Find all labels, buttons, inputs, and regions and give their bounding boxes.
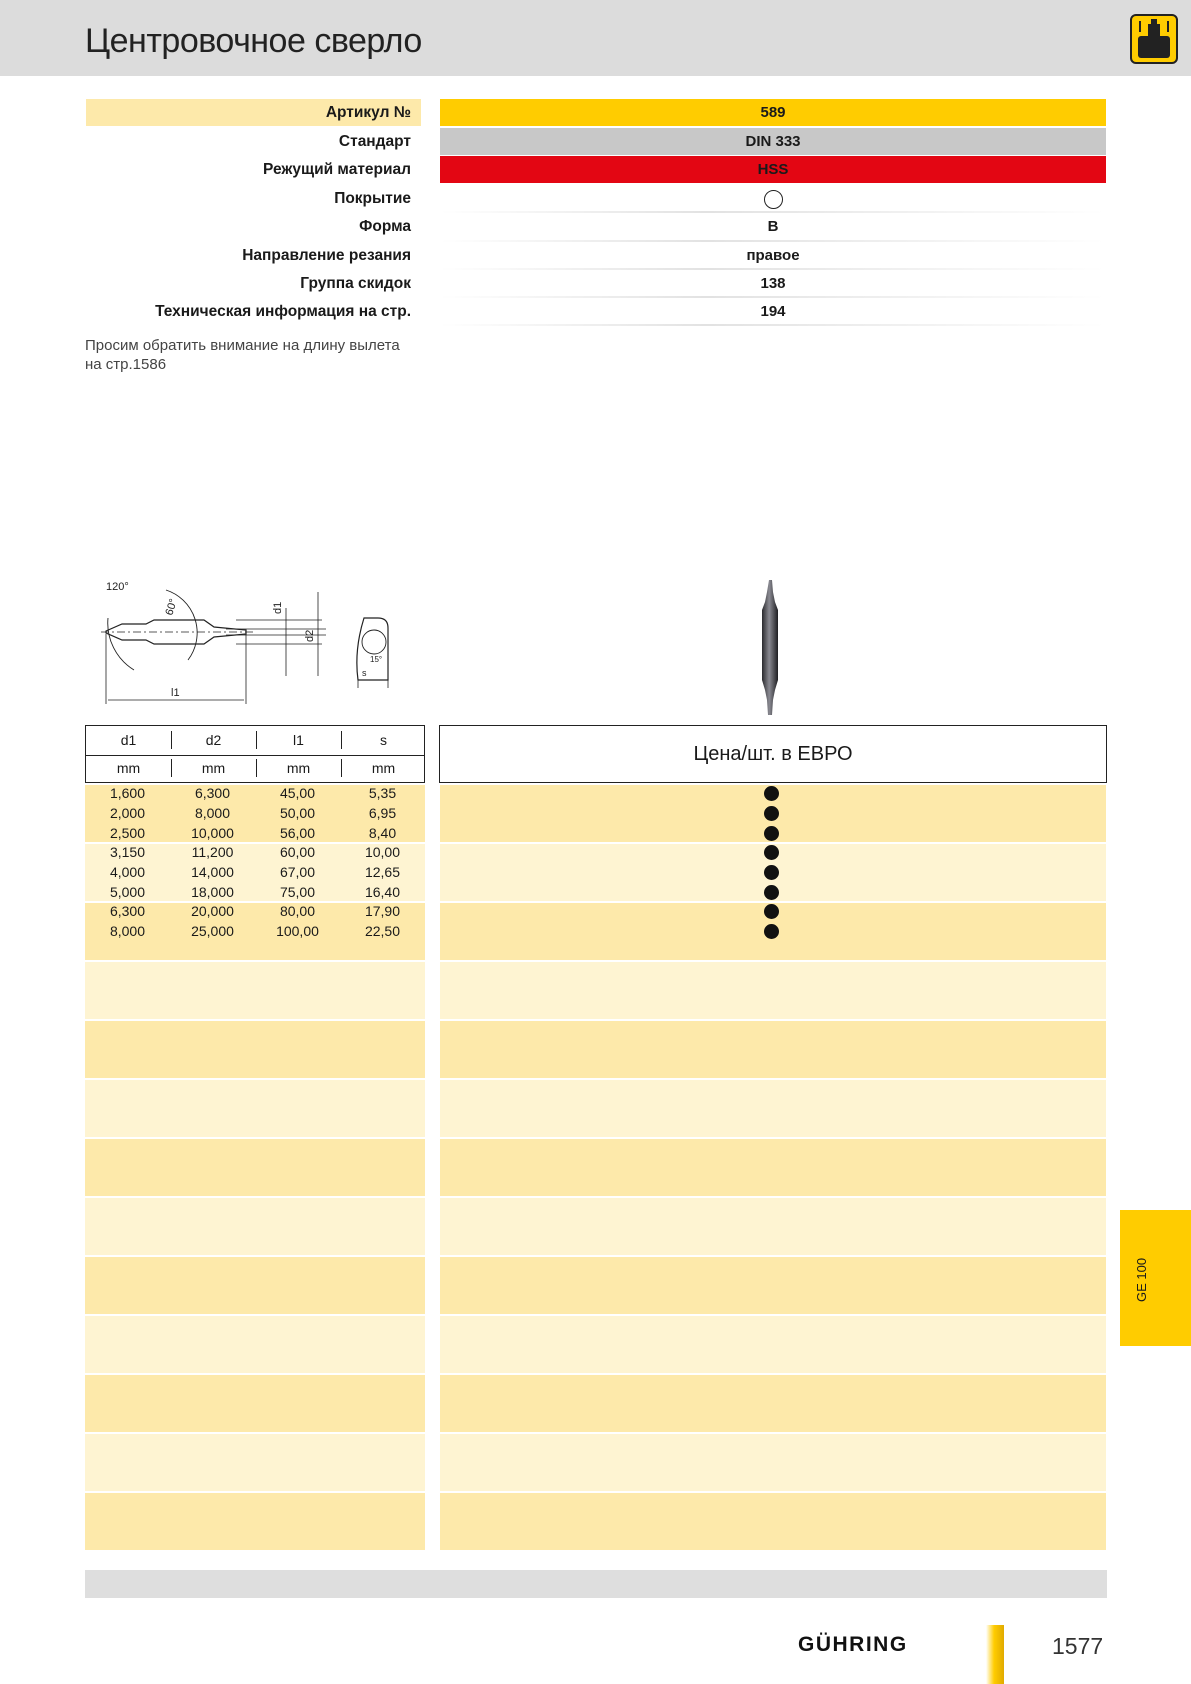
cell-s: 16,40: [364, 884, 401, 900]
column-separator: [171, 731, 172, 749]
spec-value-form: B: [767, 218, 779, 235]
cell-d1: 2,000: [109, 805, 146, 821]
spec-value-discount-group: 138: [760, 275, 786, 292]
technical-drawing: [96, 578, 406, 713]
table-band: [85, 1493, 425, 1550]
cell-d2: 10,000: [191, 825, 234, 841]
spec-label-article: Артикул №: [86, 99, 421, 126]
filled-circle-icon: [764, 845, 779, 860]
table-band: [440, 1080, 1106, 1137]
cell-s: 10,00: [364, 844, 401, 860]
column-header-l1: l1: [293, 732, 304, 748]
page-number: 1577: [1052, 1633, 1104, 1659]
table-row: [85, 921, 425, 941]
cell-l1: 56,00: [279, 825, 316, 841]
column-separator: [341, 731, 342, 749]
table-band: [440, 1316, 1106, 1373]
cell-s: 5,35: [368, 785, 397, 801]
filled-circle-icon: [764, 904, 779, 919]
column-separator: [171, 759, 172, 777]
table-band: [440, 1375, 1106, 1432]
table-band: [85, 1021, 425, 1078]
spec-value-tech-info: 194: [760, 303, 786, 320]
spec-label-form: Форма: [359, 218, 411, 235]
column-header-s: s: [380, 732, 387, 748]
cell-l1: 75,00: [279, 884, 316, 900]
cell-s: 22,50: [364, 923, 401, 939]
dimension-table-header: [85, 725, 425, 783]
column-unit: mm: [371, 760, 396, 776]
table-band: [440, 1198, 1106, 1255]
spec-value-coating: [440, 185, 1106, 212]
machine-tool-icon: [1130, 14, 1178, 64]
column-unit: mm: [286, 760, 311, 776]
cell-s: 6,95: [368, 805, 397, 821]
table-row: [85, 842, 425, 862]
drawing-label-d2: d2: [304, 629, 316, 642]
cell-d1: 6,300: [109, 903, 146, 919]
column-header-d2: d2: [205, 732, 222, 748]
empty-circle-icon: [764, 190, 783, 209]
spec-value-material: HSS: [440, 156, 1106, 183]
cell-d2: 8,000: [194, 805, 231, 821]
page-title: Центровочное сверло: [85, 22, 422, 60]
table-band: [85, 1139, 425, 1196]
spec-value-standard: DIN 333: [440, 128, 1106, 155]
table-row: [85, 901, 425, 921]
cell-d1: 4,000: [109, 864, 146, 880]
decorative-stripe: [986, 1625, 1004, 1684]
cell-d2: 20,000: [191, 903, 234, 919]
table-row: [85, 823, 425, 843]
table-band: [85, 1080, 425, 1137]
cell-l1: 67,00: [279, 864, 316, 880]
brand-logo: GÜHRING: [798, 1633, 908, 1656]
drawing-label-angle-120: 120°: [106, 581, 129, 593]
filled-circle-icon: [764, 865, 779, 880]
filled-circle-icon: [764, 786, 779, 801]
table-band: [85, 1316, 425, 1373]
table-band: [85, 1198, 425, 1255]
cell-d2: 25,000: [191, 923, 234, 939]
spec-label-coating: Покрытие: [334, 190, 411, 207]
drawing-label-15: 15°: [370, 655, 383, 664]
filled-circle-icon: [764, 924, 779, 939]
table-band: [85, 962, 425, 1019]
cell-s: 8,40: [368, 825, 397, 841]
table-band: [85, 1375, 425, 1432]
cell-l1: 60,00: [279, 844, 316, 860]
side-tab-label: GE 100: [1134, 1257, 1149, 1302]
note-line: Просим обратить внимание на длину вылета: [85, 337, 400, 354]
table-band: [440, 1434, 1106, 1491]
cell-l1: 45,00: [279, 785, 316, 801]
spec-label-discount-group: Группа скидок: [300, 275, 411, 292]
column-unit: mm: [201, 760, 226, 776]
cell-l1: 80,00: [279, 903, 316, 919]
table-band: [440, 1257, 1106, 1314]
cell-d2: 14,000: [191, 864, 234, 880]
cell-s: 12,65: [364, 864, 401, 880]
table-row: [85, 803, 425, 823]
table-band: [85, 1257, 425, 1314]
note: [85, 336, 425, 374]
table-band: [440, 1021, 1106, 1078]
column-separator: [256, 759, 257, 777]
divider: [440, 324, 1106, 326]
column-unit: mm: [116, 760, 141, 776]
filled-circle-icon: [764, 806, 779, 821]
spec-label-material: Режущий материал: [263, 161, 411, 178]
cell-l1: 50,00: [279, 805, 316, 821]
spec-value-article: 589: [440, 99, 1106, 126]
cell-d2: 11,200: [191, 844, 234, 860]
price-column-header: Цена/шт. в ЕВРО: [439, 725, 1107, 783]
table-band: [440, 1139, 1106, 1196]
table-row: [85, 882, 425, 902]
bottom-bar: [85, 1570, 1107, 1598]
drawing-label-angle-60: 60°: [163, 597, 180, 617]
drawing-label-l1: l1: [171, 687, 180, 699]
filled-circle-icon: [764, 826, 779, 841]
table-band: [440, 1493, 1106, 1550]
filled-circle-icon: [764, 885, 779, 900]
spec-value-direction: правое: [746, 247, 800, 264]
note-line: на стр.1586: [85, 356, 167, 373]
cell-d2: 18,000: [191, 884, 234, 900]
table-row: [85, 862, 425, 882]
column-header-d1: d1: [120, 732, 137, 748]
spec-label-direction: Направление резания: [242, 247, 411, 264]
table-band: [85, 1434, 425, 1491]
center-drill-photo: [745, 580, 795, 715]
spec-label-tech-info: Техническая информация на стр.: [155, 303, 411, 320]
cell-l1: 100,00: [276, 923, 319, 939]
cell-d2: 6,300: [194, 785, 231, 801]
column-separator: [256, 731, 257, 749]
table-band: [440, 962, 1106, 1019]
cell-d1: 3,150: [109, 844, 146, 860]
side-tab[interactable]: [1120, 1210, 1191, 1346]
cell-s: 17,90: [364, 903, 401, 919]
cell-d1: 5,000: [109, 884, 146, 900]
cell-d1: 2,500: [109, 825, 146, 841]
cell-d1: 1,600: [109, 785, 146, 801]
table-row: [85, 783, 425, 803]
spec-label-standard: Стандарт: [338, 133, 411, 150]
column-separator: [341, 759, 342, 777]
cell-d1: 8,000: [109, 923, 146, 939]
header-divider: [86, 755, 424, 756]
drawing-label-d1: d1: [272, 601, 284, 614]
drawing-label-s: s: [362, 668, 367, 678]
